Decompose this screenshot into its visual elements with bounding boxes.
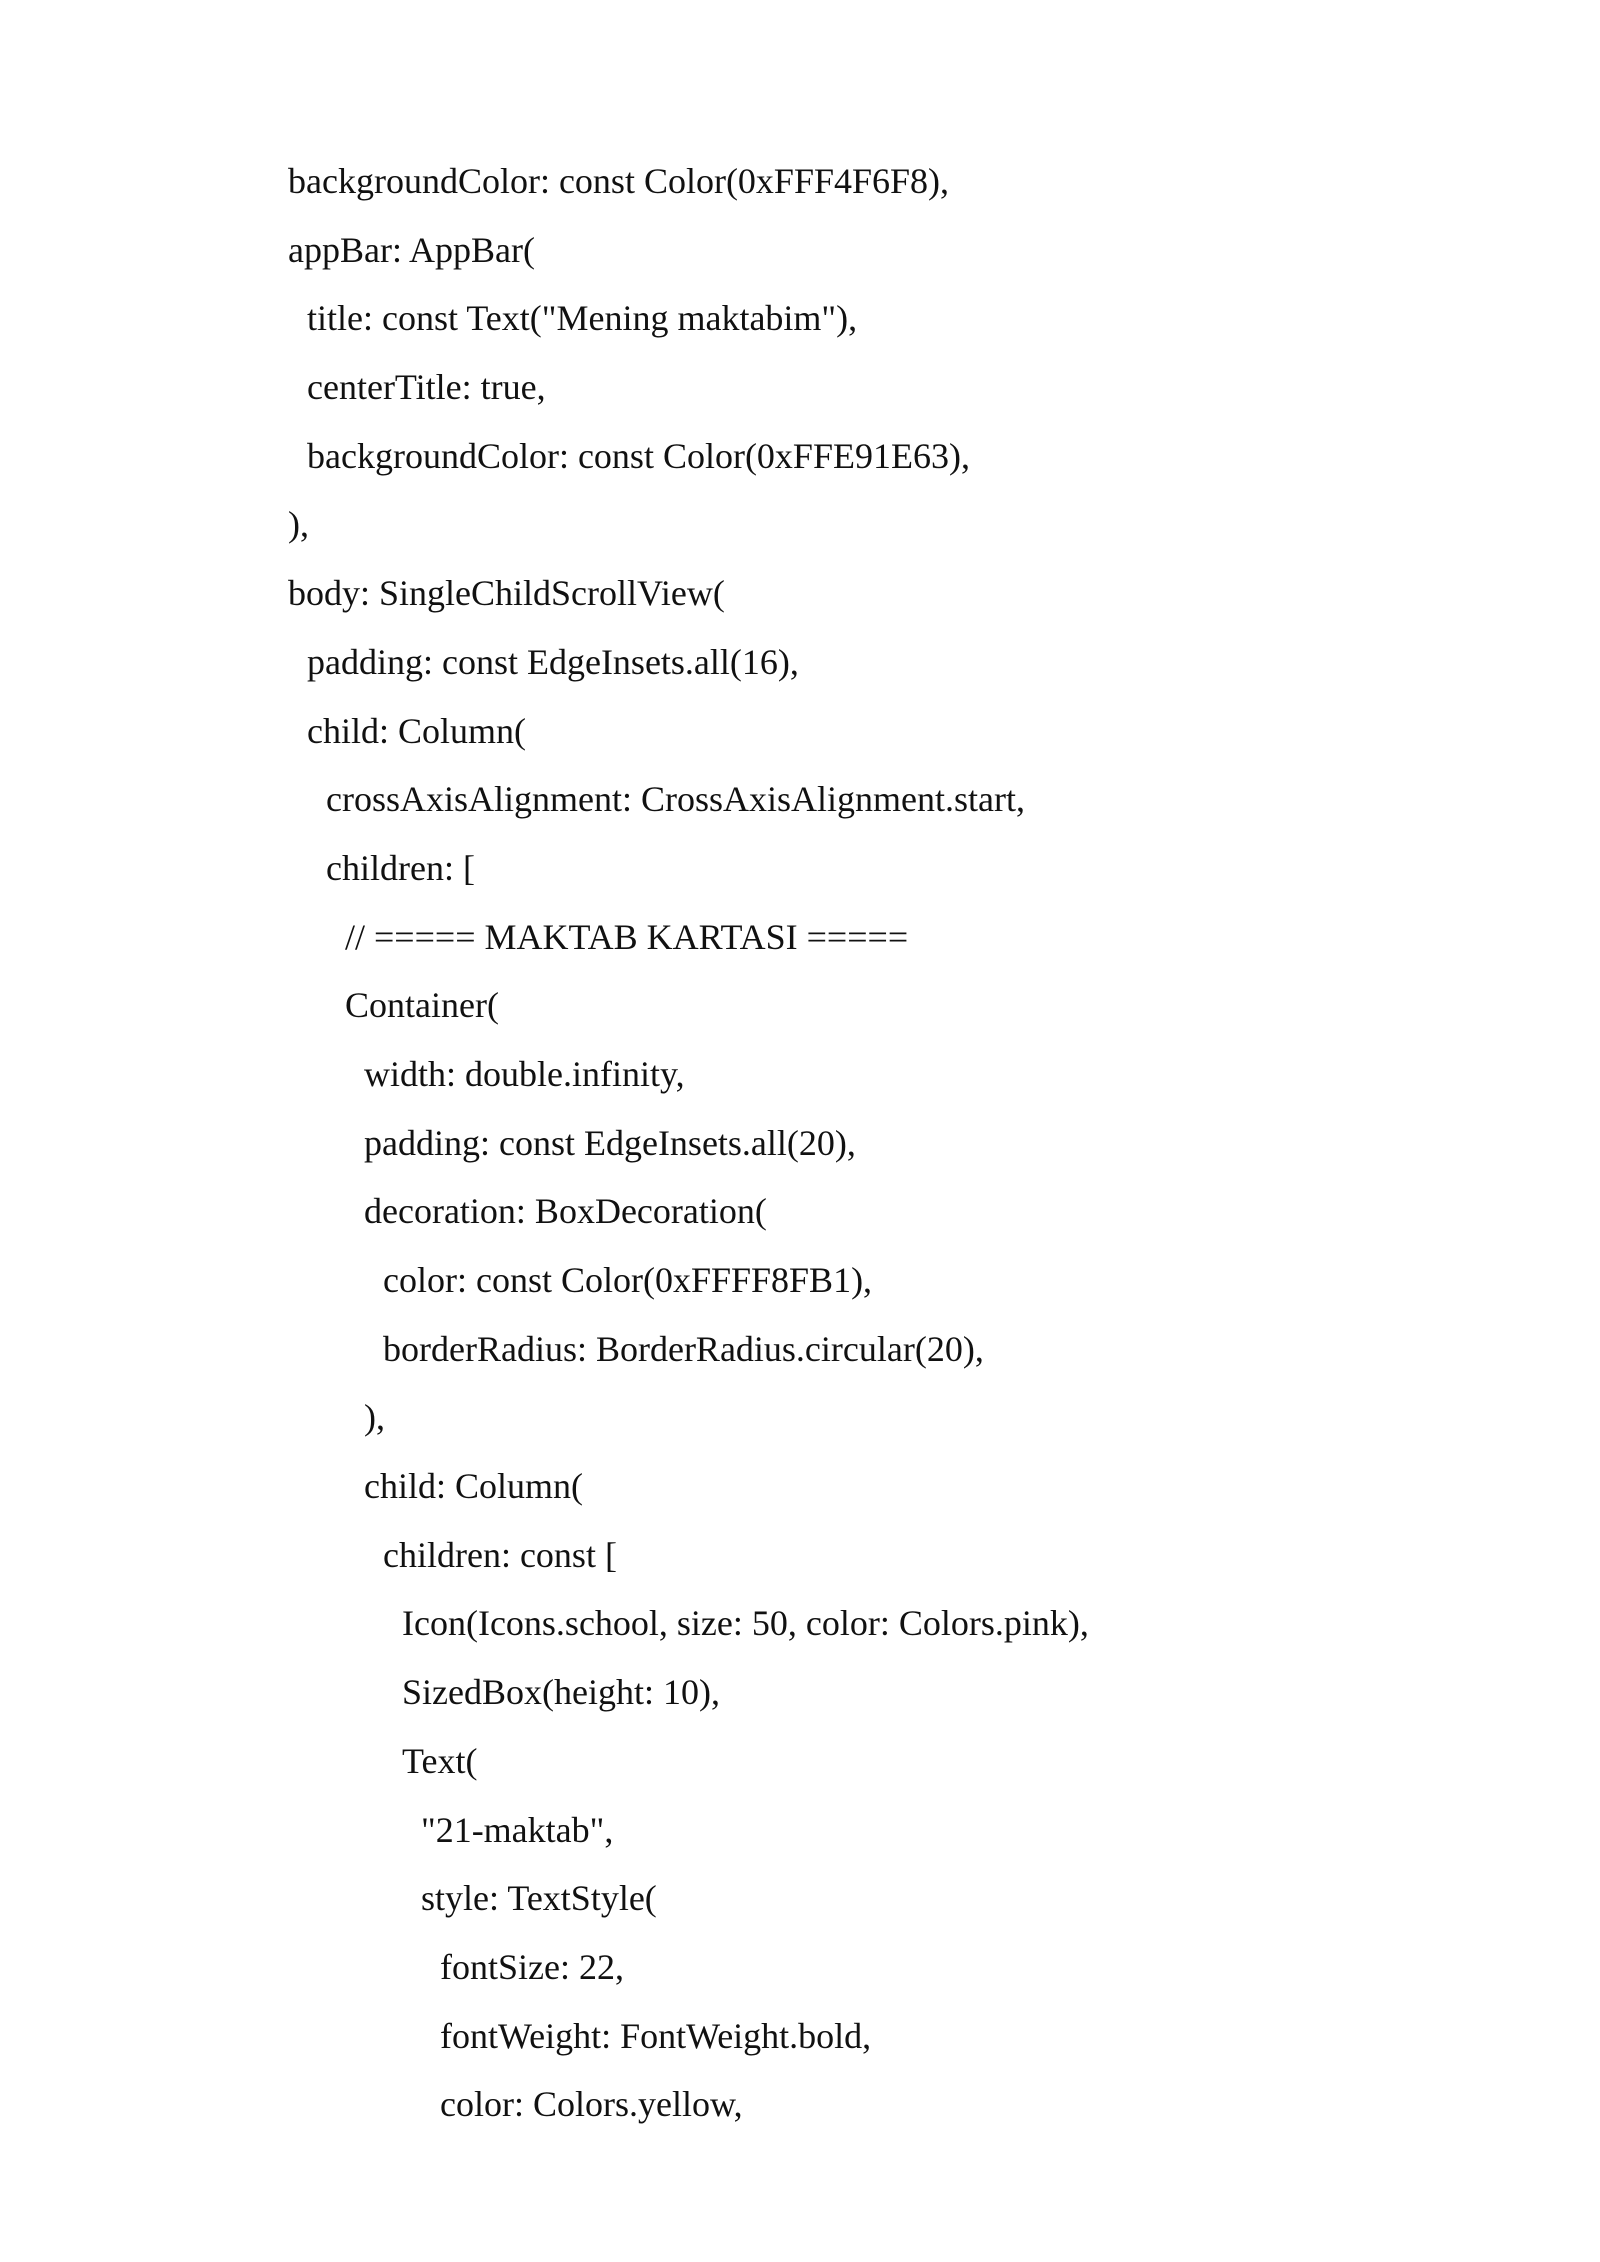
code-line: title: const Text("Mening maktabim"),	[307, 298, 858, 339]
code-line: ),	[364, 1397, 385, 1438]
code-comment-line: // ===== MAKTAB KARTASI =====	[345, 916, 909, 957]
code-line: fontSize: 22,	[440, 1946, 624, 1987]
code-line: "21-maktab",	[421, 1809, 614, 1850]
code-line: borderRadius: BorderRadius.circular(20),	[383, 1328, 984, 1369]
code-line: padding: const EdgeInsets.all(16),	[307, 641, 799, 682]
code-line: Text(	[402, 1740, 478, 1781]
code-line: child: Column(	[307, 710, 526, 751]
code-line: backgroundColor: const Color(0xFFE91E63),	[307, 435, 970, 476]
code-line: color: const Color(0xFFFF8FB1),	[383, 1260, 873, 1300]
code-line: fontWeight: FontWeight.bold,	[440, 2015, 872, 2056]
code-line: Container(	[345, 985, 499, 1026]
code-line: children: const [	[383, 1534, 617, 1575]
code-line: appBar: AppBar(	[288, 229, 535, 270]
code-line: width: double.infinity,	[364, 1053, 685, 1094]
code-line: ),	[288, 504, 309, 545]
code-line: crossAxisAlignment: CrossAxisAlignment.start,	[326, 779, 1025, 820]
code-line: padding: const EdgeInsets.all(20),	[364, 1122, 856, 1163]
code-line: backgroundColor: const Color(0xFFF4F6F8),	[288, 161, 950, 201]
code-line: color: Colors.yellow,	[440, 2084, 743, 2125]
code-line: SizedBox(height: 10),	[402, 1672, 720, 1713]
code-line: body: SingleChildScrollView(	[288, 573, 725, 614]
code-line: child: Column(	[364, 1466, 583, 1507]
code-line: style: TextStyle(	[421, 1878, 657, 1919]
code-line: children: [	[326, 847, 475, 888]
code-line: decoration: BoxDecoration(	[364, 1191, 767, 1232]
code-line: Icon(Icons.school, size: 50, color: Colors.pink),	[402, 1603, 1089, 1644]
code-line: centerTitle: true,	[307, 367, 546, 408]
code-listing	[288, 147, 1488, 2139]
